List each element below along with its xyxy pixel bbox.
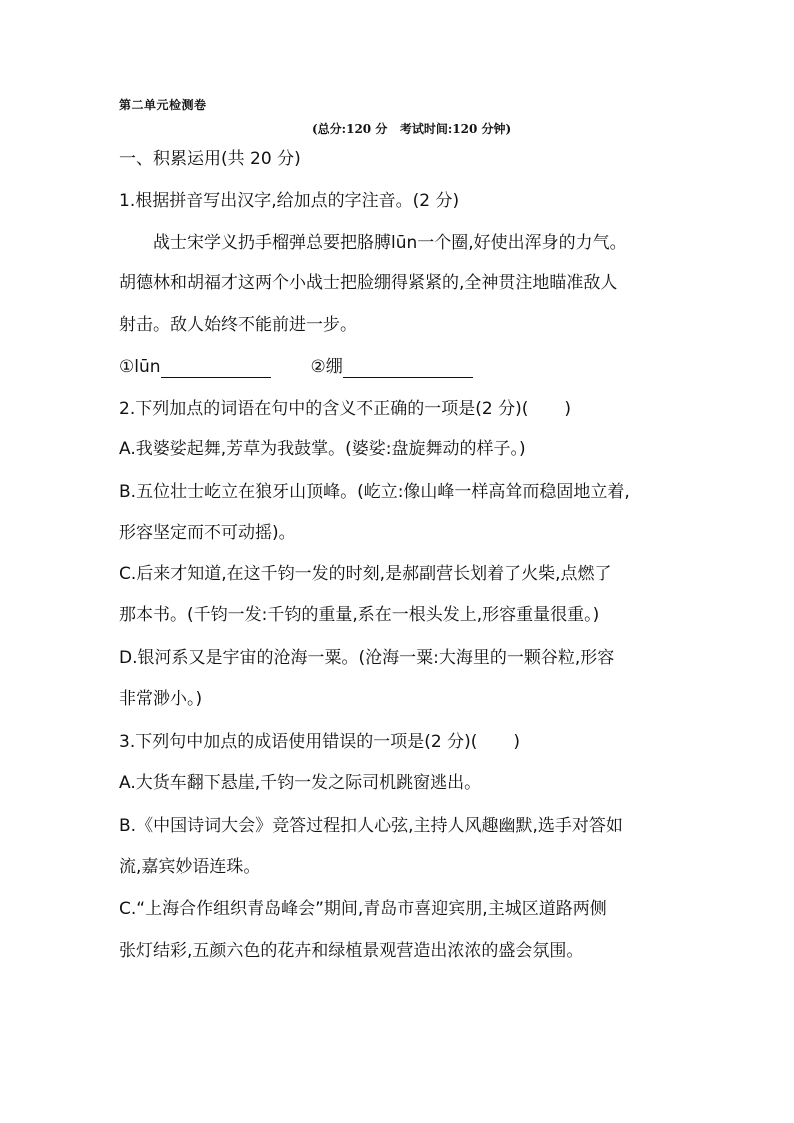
- document-title: 第二单元检测卷: [119, 98, 207, 112]
- section-heading: 一、积累运用(共 20 分): [119, 149, 301, 169]
- question-3-stem-close: ): [513, 732, 520, 752]
- q1-passage-line-1: 战士宋学义扔手榴弹总要把胳膊lūn一个圈,好使出浑身的力气。: [153, 233, 627, 253]
- q3-option-a: A.大货车翻下悬崖,千钧一发之际司机跳窗逃出。: [119, 773, 482, 793]
- question-3-stem-row: [119, 731, 520, 753]
- q2-option-a: A.我婆娑起舞,芳草为我鼓掌。(婆娑:盘旋舞动的样子。): [119, 439, 526, 459]
- question-2-stem-row: [119, 398, 571, 420]
- q3-option-b-line-1: B.《中国诗词大会》竞答过程扣人心弦,主持人风趣幽默,选手对答如: [119, 816, 623, 836]
- score-time-info: (总分:120 分 考试时间:120 分钟): [312, 122, 512, 136]
- q3-option-b-line-2: 流,嘉宾妙语连珠。: [119, 857, 261, 877]
- q2-option-d-line-2: 非常渺小。): [119, 689, 203, 709]
- q2-option-c-line-1: C.后来才知道,在这千钧一发的时刻,是郝副营长划着了火柴,点燃了: [119, 564, 612, 584]
- question-2-stem-close: ): [564, 399, 571, 419]
- q2-option-d-line-1: D.银河系又是宇宙的沧海一粟。(沧海一粟:大海里的一颗谷粒,形容: [119, 648, 615, 668]
- q1-blank-1-label: ①lūn: [119, 357, 161, 377]
- q2-option-c-line-2: 那本书。(千钧一发:千钧的重量,系在一根头发上,形容重量很重。): [119, 605, 600, 625]
- question-3-stem: 3.下列句中加点的成语使用错误的一项是(2 分)(: [119, 732, 478, 752]
- q2-option-b-line-2: 形容坚定而不可动摇)。: [119, 523, 296, 543]
- q3-option-c-line-1: C.“上海合作组织青岛峰会”期间,青岛市喜迎宾朋,主城区道路两侧: [119, 899, 607, 919]
- q1-passage-line-3: 射击。敌人始终不能前进一步。: [119, 315, 357, 335]
- q1-blank-2-field[interactable]: [343, 359, 473, 378]
- q2-option-b-line-1: B.五位壮士屹立在狼牙山顶峰。(屹立:像山峰一样高耸而稳固地立着,: [119, 482, 630, 502]
- q1-passage-line-2: 胡德林和胡福才这两个小战士把脸绷得紧紧的,全神贯注地瞄准敌人: [119, 273, 618, 293]
- q1-blank-1-field[interactable]: [161, 359, 271, 378]
- q3-option-c-line-2: 张灯结彩,五颜六色的花卉和绿植景观营造出浓浓的盛会氛围。: [119, 941, 584, 961]
- question-1-stem: 1.根据拼音写出汉字,给加点的字注音。(2 分): [119, 191, 460, 211]
- q1-blank-2-label: ②绷: [310, 357, 343, 377]
- q1-answer-row: [119, 356, 473, 378]
- question-2-stem: 2.下列加点的词语在句中的含义不正确的一项是(2 分)(: [119, 399, 529, 419]
